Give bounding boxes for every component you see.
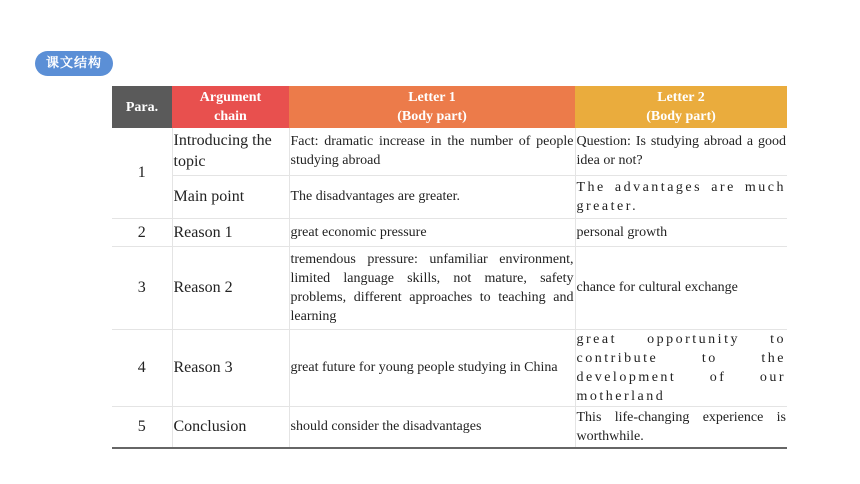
argument-cell: Main point [172,175,289,218]
header-letter1-line1: Letter 1 [408,90,456,105]
table-row [112,406,787,448]
header-letter1-line2: (Body part) [397,109,467,124]
letter1-cell: The disadvantages are greater. [289,175,575,218]
letter2-cell: great opportunity to contribute to the development of our motherland [575,329,787,406]
table-row [112,218,787,246]
header-argument-line1: Argument [199,90,262,105]
letter1-cell: Fact: dramatic increase in the number of people studying abroad [289,128,575,175]
para-cell: 3 [112,246,172,329]
section-tag: 课文结构 [35,51,113,76]
table-row [112,246,787,329]
para-cell: 1 [112,128,172,218]
structure-table [112,86,787,449]
letter1-cell: great economic pressure [289,218,575,246]
argument-cell: Reason 3 [172,329,289,406]
header-argument-chain [172,86,289,128]
table-row [112,329,787,406]
para-cell: 4 [112,329,172,406]
argument-cell: Reason 1 [172,218,289,246]
header-letter-2 [575,86,787,128]
header-letter-1 [289,86,575,128]
letter1-cell: should consider the disadvantages [289,406,575,448]
para-cell: 2 [112,218,172,246]
para-cell: 5 [112,406,172,448]
argument-cell: Introducing the topic [172,128,289,175]
header-letter2-line1: Letter 2 [657,90,705,105]
header-para: Para. [112,86,172,128]
table-row [112,175,787,218]
argument-cell: Conclusion [172,406,289,448]
header-argument-line2: chain [214,109,247,124]
letter1-cell: great future for young people studying in China [289,329,575,406]
letter1-cell: tremendous pressure: unfamiliar environment, limited language skills, not mature, safety problems, different approaches to teaching and learning [289,246,575,329]
argument-cell: Reason 2 [172,246,289,329]
letter2-cell: This life-changing experience is worthwhile. [575,406,787,448]
header-row [112,86,787,128]
letter2-cell: Question: Is studying abroad a good idea or not? [575,128,787,175]
letter2-cell: chance for cultural exchange [575,246,787,329]
table-row [112,128,787,175]
letter2-cell: The advantages are much greater. [575,175,787,218]
letter2-cell: personal growth [575,218,787,246]
header-letter2-line2: (Body part) [646,109,716,124]
